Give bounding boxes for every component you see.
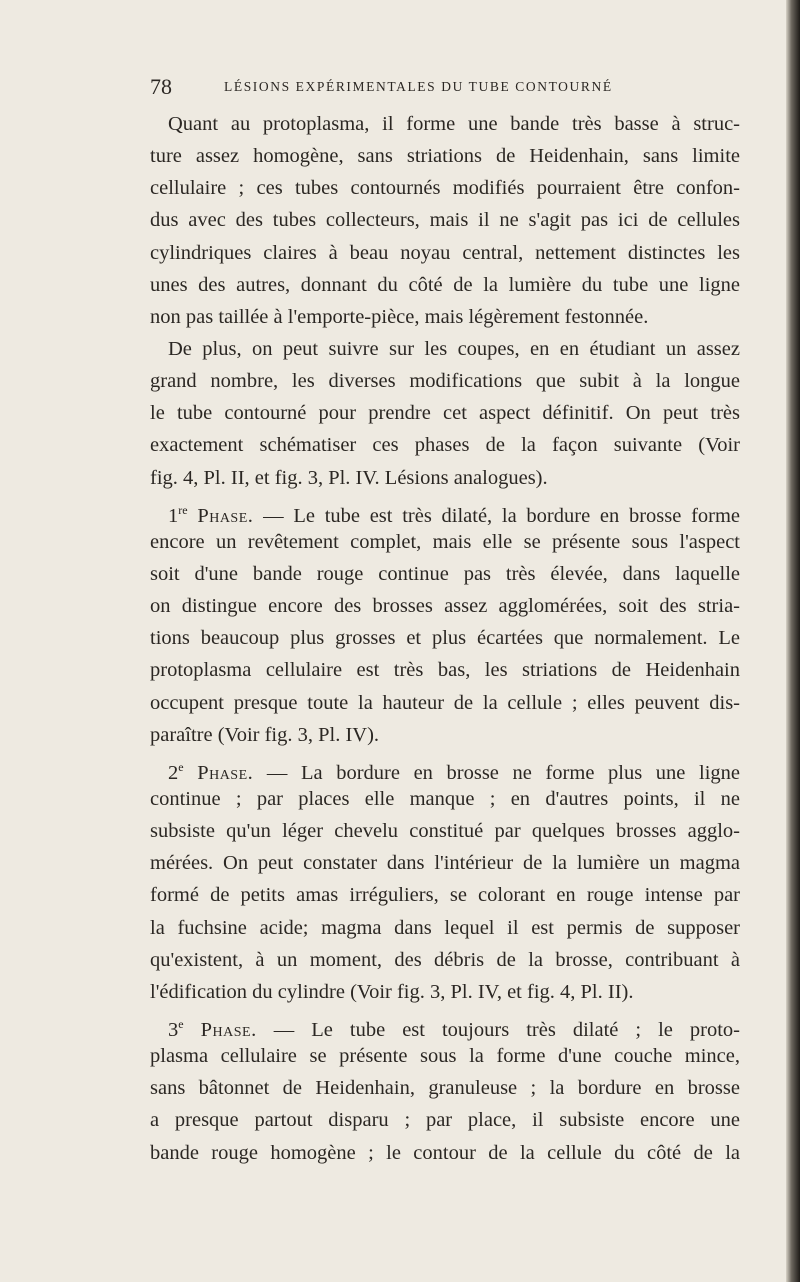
line-text: paraître (Voir fig. 3, Pl. IV). (150, 723, 380, 746)
text-line (150, 1008, 740, 1040)
line-text: on distingue encore des brosses assez agglomérées, soit des stria- (150, 595, 740, 618)
text-line (150, 526, 740, 558)
line-text: sans bâtonnet de Heidenhain, granuleuse ; la bordure en brosse (150, 1077, 740, 1100)
line-text: soit d'une bande rouge continue pas très élevée, dans laquelle (150, 562, 740, 585)
line-text: cylindriques claires à beau noyau central, nettement distinctes les (150, 241, 740, 264)
line-text: continue ; par places elle manque ; en d'autres points, il ne (150, 787, 740, 810)
line-text: tions beaucoup plus grosses et plus écartées que normalement. Le (150, 627, 740, 650)
text-line (150, 1104, 740, 1136)
text-line (150, 333, 740, 365)
text-line (150, 687, 740, 719)
text-line (150, 462, 740, 494)
phase-label: Phase. (197, 761, 254, 784)
line-text: non pas taillée à l'emporte-pièce, mais légèrement festonnée. (150, 305, 649, 328)
text-line (150, 108, 740, 140)
text-line (150, 912, 740, 944)
page-edge-shadow (786, 0, 800, 1282)
line-text: l'édification du cylindre (Voir fig. 3, Pl. IV, et fig. 4, Pl. II). (150, 980, 634, 1003)
text-line (150, 815, 740, 847)
text-line (150, 751, 740, 783)
phase-label: Phase. (200, 1018, 257, 1041)
line-text: le tube contourné pour prendre cet aspect définitif. On peut très (150, 402, 740, 425)
line-text: — Le tube est toujours très dilaté ; le proto- (256, 1018, 741, 1041)
text-line (150, 847, 740, 879)
text-line (150, 976, 740, 1008)
line-text: dus avec des tubes collecteurs, mais il ne s'agit pas ici de cellules (150, 209, 740, 232)
line-text: occupent presque toute la hauteur de la cellule ; elles peuvent dis- (150, 691, 740, 714)
line-text: exactement schématiser ces phases de la façon suivante (Voir (150, 434, 740, 457)
text-line (150, 590, 740, 622)
line-text: — Le tube est très dilaté, la bordure en brosse forme (253, 504, 741, 527)
line-text: la fuchsine acide; magma dans lequel il est permis de supposer (150, 916, 740, 939)
text-line (150, 783, 740, 815)
line-text: bande rouge homogène ; le contour de la cellule du côté de la (150, 1141, 740, 1164)
line-text: Quant au protoplasma, il forme une bande très basse à struc- (168, 113, 740, 135)
text-line (150, 237, 740, 269)
line-text: qu'existent, à un moment, des débris de la brosse, contribuant à (150, 948, 740, 971)
line-text: — La bordure en brosse ne forme plus une ligne (253, 761, 740, 784)
line-text: encore un revêtement complet, mais elle se présente sous l'aspect (150, 530, 740, 553)
text-line (150, 172, 740, 204)
line-text: formé de petits amas irréguliers, se colorant en rouge intense par (150, 884, 740, 907)
line-text: grand nombre, les diverses modifications que subit à la longue (150, 370, 740, 393)
phase-number: 3e (168, 1016, 184, 1041)
line-text: plasma cellulaire se présente sous la forme d'une couche mince, (150, 1045, 740, 1068)
running-title: LÉSIONS EXPÉRIMENTALES DU TUBE CONTOURNÉ (224, 79, 613, 94)
line-text: a presque partout disparu ; par place, il subsiste encore une (150, 1109, 740, 1132)
text-line (150, 719, 740, 751)
text-line (150, 1072, 740, 1104)
text-line (150, 654, 740, 686)
page-number: 78 (150, 74, 172, 99)
text-line (150, 397, 740, 429)
line-text: subsiste qu'un léger chevelu constitué par quelques brosses agglo- (150, 820, 740, 843)
text-line (150, 1040, 740, 1072)
line-text: unes des autres, donnant du côté de la lumière du tube une ligne (150, 273, 740, 296)
text-line (150, 204, 740, 236)
line-text: cellulaire ; ces tubes contournés modifiés pourraient être confon- (150, 177, 740, 200)
line-text: ture assez homogène, sans striations de Heidenhain, sans limite (150, 145, 740, 168)
phase-number: 2e (168, 759, 184, 784)
body-text (150, 108, 740, 1169)
phase-number: 1re (168, 502, 188, 527)
text-line (150, 301, 740, 333)
text-line (150, 269, 740, 301)
text-line (150, 365, 740, 397)
text-line (150, 622, 740, 654)
line-text: fig. 4, Pl. II, et fig. 3, Pl. IV. Lésions analogues). (150, 466, 548, 489)
phase-label: Phase. (197, 504, 254, 527)
text-line (150, 140, 740, 172)
text-line (150, 879, 740, 911)
page-header (150, 74, 740, 104)
line-text: mérées. On peut constater dans l'intérieur de la lumière un magma (150, 852, 740, 875)
text-line (150, 1137, 740, 1169)
text-line (150, 558, 740, 590)
text-line (150, 944, 740, 976)
line-text: protoplasma cellulaire est très bas, les striations de Heidenhain (150, 659, 740, 682)
text-line (150, 429, 740, 461)
text-line (150, 494, 740, 526)
line-text: De plus, on peut suivre sur les coupes, en en étudiant un assez (168, 337, 740, 360)
